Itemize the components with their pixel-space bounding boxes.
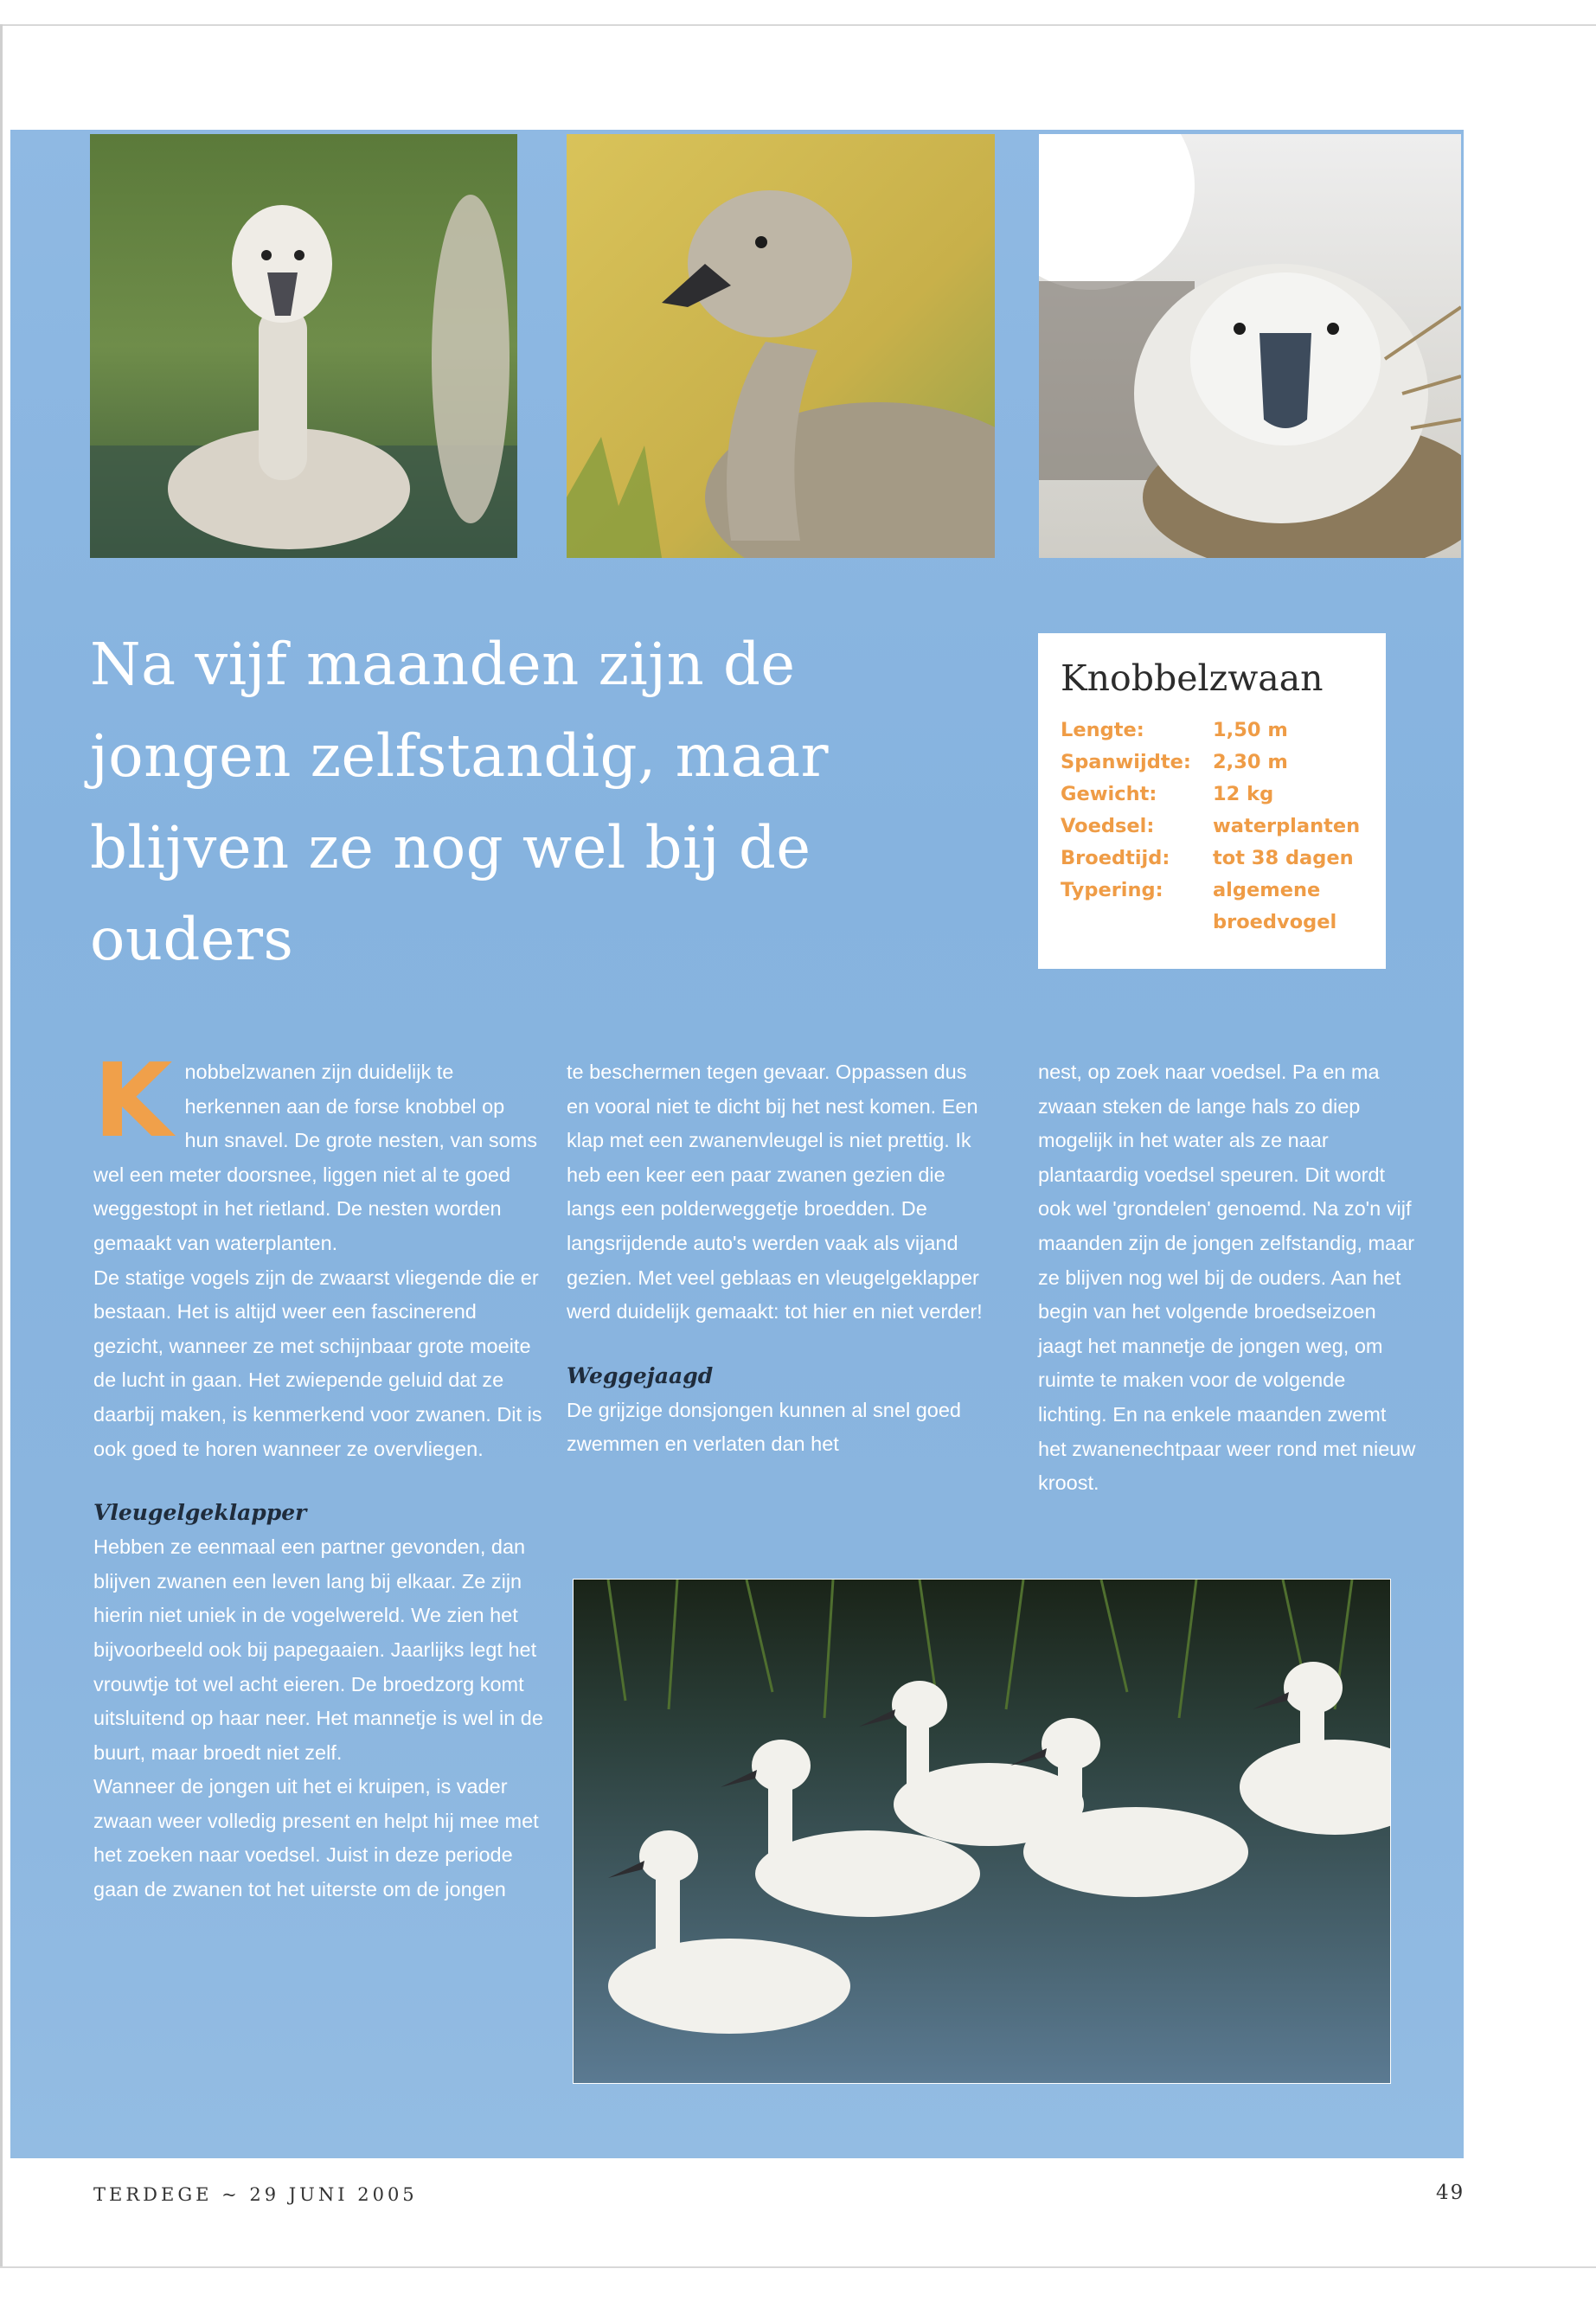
scan-edge-left [0,24,3,2268]
fact-value: algemene broedvogel [1213,879,1337,933]
scan-edge-top [0,24,1596,26]
fact-box-title: Knobbelzwaan [1061,657,1324,699]
fact-label: Broedtijd: [1061,847,1170,869]
article-column-1 [93,1041,543,1907]
fact-row [1061,875,1363,939]
photo-grey-cygnet-in-grass [567,134,995,558]
paragraph-text: nobbelzwanen zijn duidelijk te herkennen aan de forse knobbel op hun snavel. De grote nesten, van soms wel een meter doorsnee, liggen niet al te goed weggestopt in het rietland. De nesten worden gemaakt van waterplanten. [93,1061,538,1254]
article-paragraph: De statige vogels zijn de zwaarst vliegende die er bestaan. Het is altijd weer een fascinerend gezicht, wanneer ze met schijnbaar grote moeite de lucht in gaan. Het zwiepende geluid dat ze daarbij maken, is kenmerkend voor zwanen. Dit is ook goed te horen wanneer ze overvliegen. [93,1266,542,1460]
photo-cygnet-on-water [90,134,517,558]
article-paragraph: nest, op zoek naar voedsel. Pa en ma zwaan steken de lange hals zo diep mogelijk in het water als ze naar plantaardig voedsel speuren. Dit wordt ook wel 'grondelen' genoemd. Na zo'n vijf maanden zijn de jongen zelfstandig, maar ze blijven nog wel bij de ouders. Aan het begin van het volgende broedseizoen jaagt het mannetje de jongen weg, om ruimte te maken voor de volgende lichting. En na enkele maanden zwemt het zwanenechtpaar weer rond met nieuw kroost. [1038,1061,1416,1495]
page-number: 49 [1436,2182,1465,2204]
fact-label: Lengte: [1061,719,1144,741]
fact-label: Typering: [1061,879,1163,901]
drop-cap: K [93,1041,173,1160]
fact-label: Voedsel: [1061,815,1155,837]
fact-value: 12 kg [1213,783,1274,805]
fact-value: tot 38 dagen [1213,847,1354,869]
fact-row [1061,747,1363,779]
article-column-3 [1038,1055,1419,1501]
publication-footer: TERDEGE ~ 29 JUNI 2005 [93,2184,418,2205]
article-column-2 [567,1055,995,1462]
pull-quote-headline: Na vijf maanden zijn de jongen zelfstandig, maar blijven ze nog wel bij de ouders [90,631,830,973]
section-subheading: Vleugelgeklapper [93,1500,307,1526]
article-paragraph: De grijzige donsjongen kunnen al snel goed zwemmen en verlaten dan het [567,1398,961,1456]
fact-row [1061,811,1363,843]
section-subheading: Weggejaagd [567,1362,714,1388]
article-paragraph [93,1041,543,1261]
fact-row [1061,843,1363,875]
article-paragraph: Wanneer de jongen uit het ei kruipen, is vader zwaan weer volledig present en helpt hij mee met het zoeken naar voedsel. Juist in deze periode gaan de zwanen tot het uiterste om de jongen [93,1775,539,1901]
scan-edge-bottom [0,2266,1596,2268]
fact-value: 1,50 m [1213,719,1288,741]
fact-row [1061,779,1363,811]
fact-row [1061,715,1363,747]
fact-value: waterplanten [1213,815,1361,837]
fact-label: Gewicht: [1061,783,1157,805]
article-paragraph: te beschermen tegen gevaar. Oppassen dus en vooral niet te dicht bij het nest komen. Een klap met een zwanenvleugel is niet prettig. Ik heb een keer een paar zwanen gezien die langs een polderweggetje broedden. De langsrijdende auto's werden vaak als vijand gezien. Met veel geblaas en vleugelgeklapper werd duidelijk gemaakt: tot hier en niet verder! [567,1061,983,1324]
article-paragraph: Hebben ze eenmaal een partner gevonden, dan blijven zwanen een leven lang bij elkaar. Ze zijn hierin niet uniek in de vogelwereld. We zien het bijvoorbeeld ook bij papegaaien. Jaarlijks legt het vrouwtje tot wel acht eieren. De broedzorg komt uitsluitend op haar neer. Het mannetje is wel in de buurt, maar broedt niet zelf. [93,1535,543,1764]
photo-cygnets-swimming [573,1579,1391,2084]
photo-white-cygnet-on-nest [1039,134,1461,558]
species-fact-box [1038,633,1386,969]
fact-value: 2,30 m [1213,751,1288,773]
fact-label: Spanwijdte: [1061,751,1191,773]
